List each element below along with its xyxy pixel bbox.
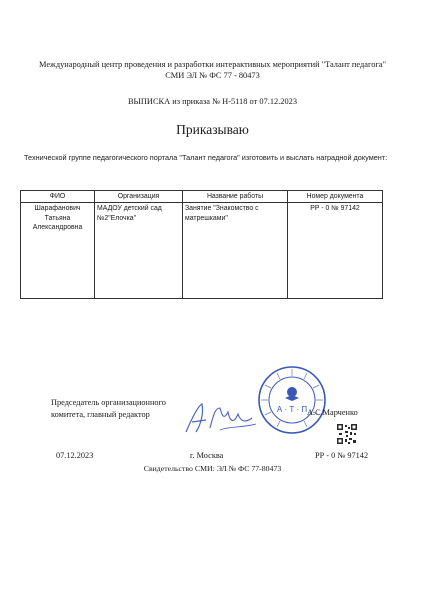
header-smi-number: СМИ ЭЛ № ФС 77 - 80473 xyxy=(165,71,260,80)
col-header-document-number: Номер документа xyxy=(288,191,383,203)
cell-organization: МАДОУ детский сад №2"Елочка" xyxy=(95,203,183,299)
table-header-row xyxy=(21,191,383,203)
header-org-name: Международный центр проведения и разработки интерактивных мероприятий "Талант педагога" xyxy=(39,60,386,69)
order-title: Приказываю xyxy=(176,122,249,137)
table-row xyxy=(21,203,383,299)
col-header-organization: Организация xyxy=(95,191,183,203)
footer-city: г. Москва xyxy=(190,451,224,460)
cell-work-title: Занятие "Знакомство с матрешками" xyxy=(183,203,288,299)
signer-name: А.С.Марченко xyxy=(307,408,358,417)
organization-seal xyxy=(257,365,327,435)
chairman-title: Председатель организационного комитета, главный редактор xyxy=(51,398,166,419)
footer-document-number: РР - 0 № 97142 xyxy=(315,451,369,460)
footer-media-certificate: Свидетельство СМИ: ЭЛ № ФС 77-80473 xyxy=(143,464,282,473)
signature-image xyxy=(180,398,260,438)
col-header-fio: ФИО xyxy=(21,191,95,203)
qr-code xyxy=(336,423,358,445)
instruction-text: Технической группе педагогического портала "Талант педагога" изготовить и выслать наградной документ: xyxy=(24,153,388,162)
extract-title: ВЫПИСКА из приказа № Н-5118 от 07.12.2023 xyxy=(127,97,298,106)
cell-document-number: РР - 0 № 97142 xyxy=(288,203,383,299)
seal-letters: А · Т · П xyxy=(276,405,308,414)
cell-fio: Шарафанович Татьяна Александровна xyxy=(21,203,95,299)
footer-date: 07.12.2023 xyxy=(56,451,94,460)
col-header-work-title: Название работы xyxy=(183,191,288,203)
award-table xyxy=(20,190,383,299)
